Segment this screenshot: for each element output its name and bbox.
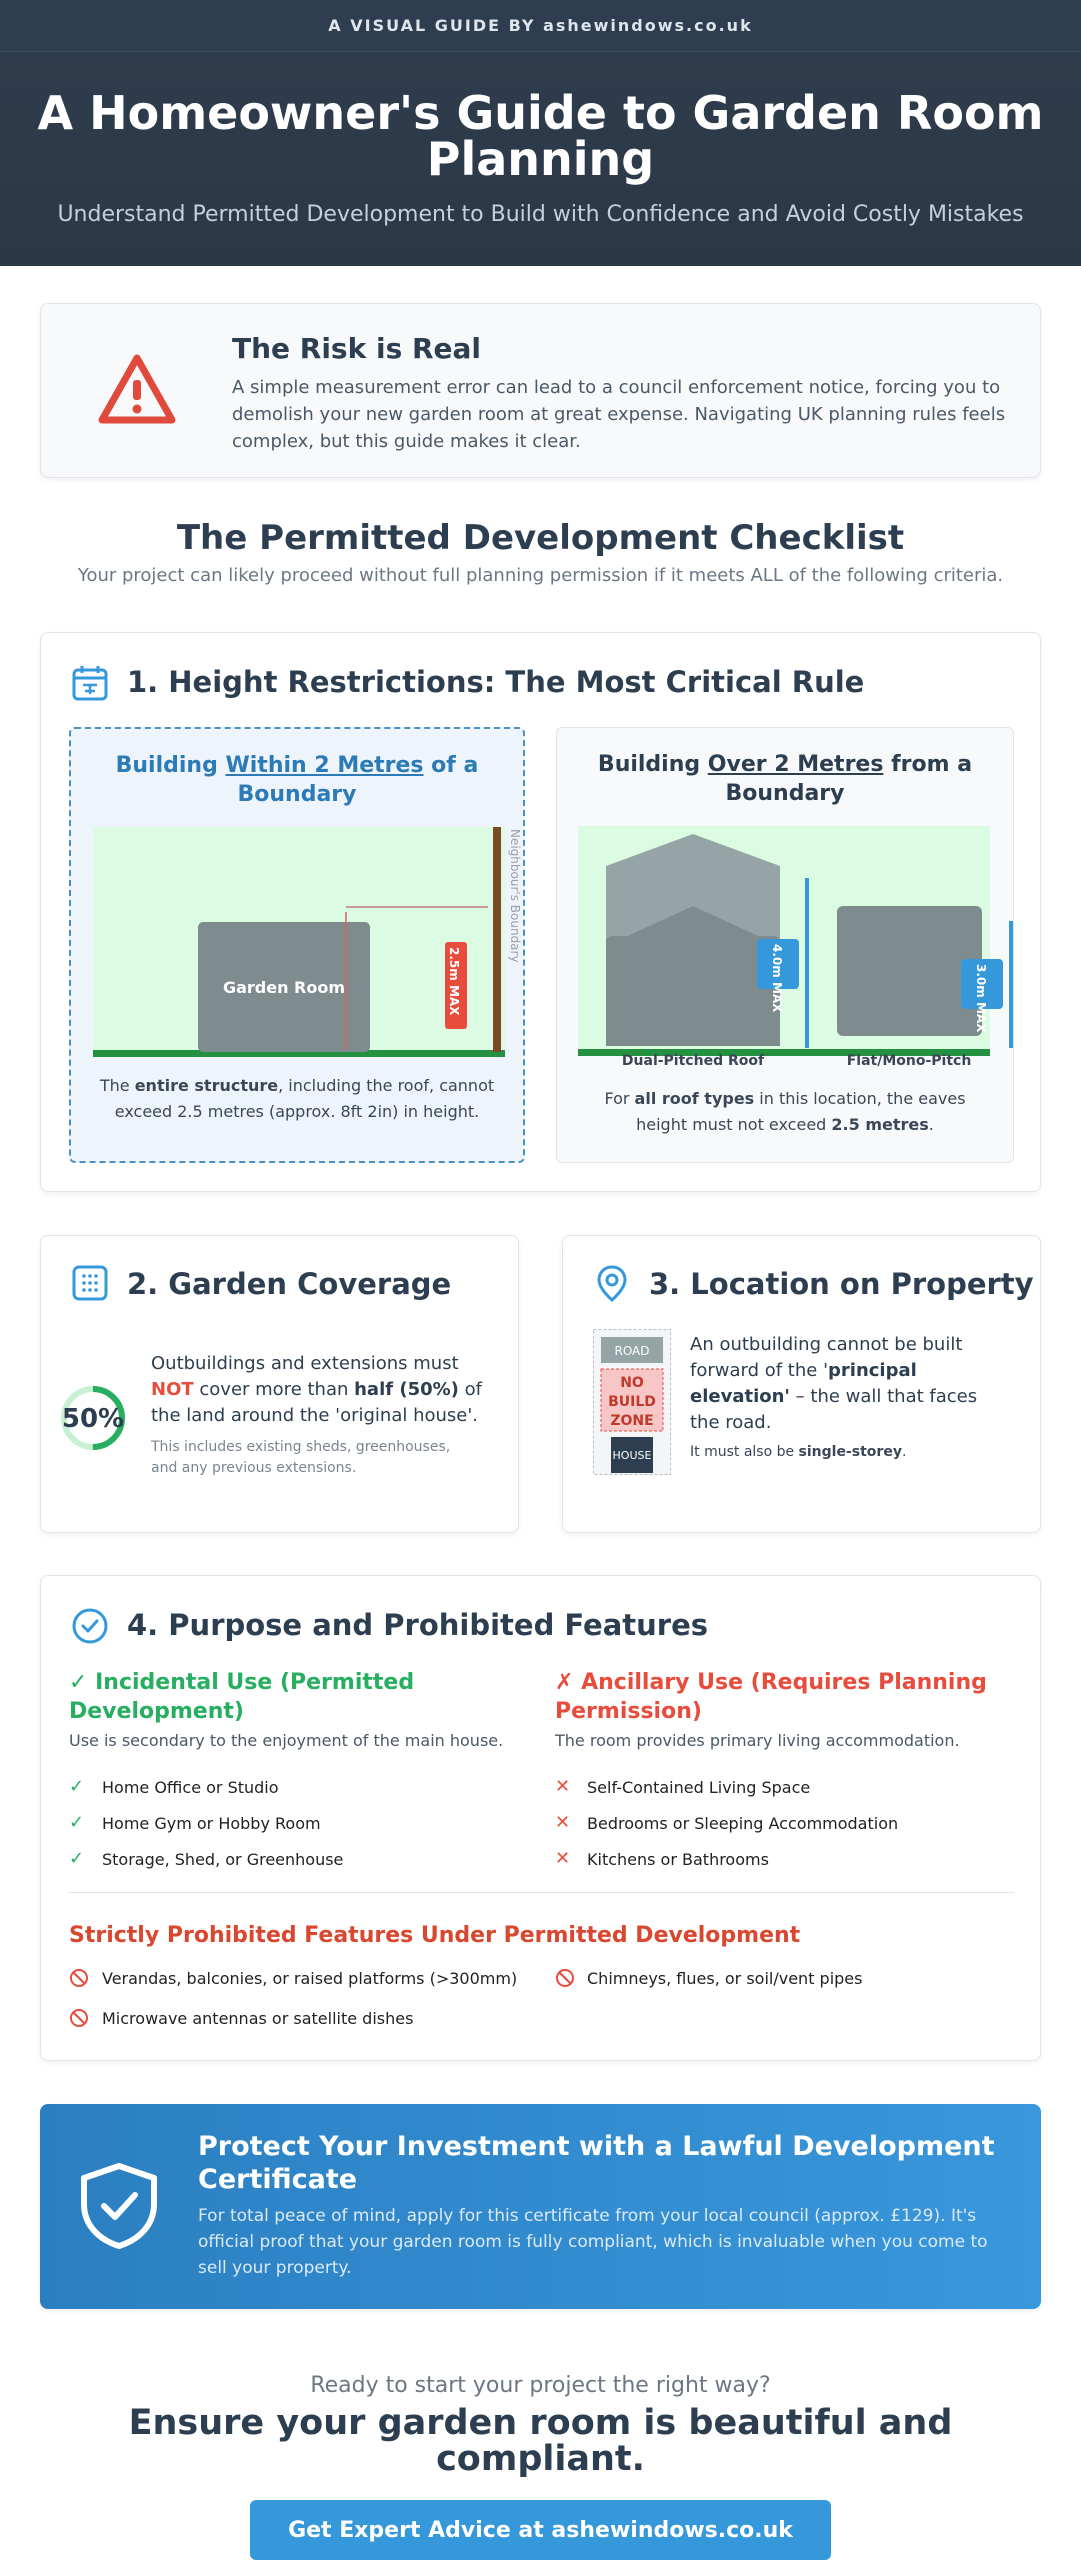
top-banner <box>0 0 1081 52</box>
over-2m-title: Building Over 2 Metres from a Boundary <box>597 752 973 806</box>
max-3m-label: 3.0m MAX <box>974 964 988 1033</box>
ban-icon <box>69 1968 89 1988</box>
no-build-label-2: BUILD <box>608 1394 656 1410</box>
hero-header <box>0 52 1081 266</box>
cta-title: Protect Your Investment with a Lawful Development Certificate <box>198 2131 995 2195</box>
cross-icon: ✕ <box>555 1812 571 1833</box>
ancillary-item: Bedrooms or Sleeping Accommodation <box>587 1814 899 1833</box>
divider <box>69 1892 1014 1893</box>
no-build-label-3: ZONE <box>610 1413 654 1429</box>
calendar-icon <box>71 664 109 702</box>
ancillary-title: ✗ Ancillary Use (Requires Planning Permission) <box>555 1670 987 1724</box>
within-2m-title: Building Within 2 Metres of a Boundary <box>115 753 479 807</box>
ancillary-desc: The room provides primary living accommodation. <box>555 1731 960 1750</box>
ancillary-item: Kitchens or Bathrooms <box>587 1850 769 1869</box>
ban-icon <box>555 1968 575 1988</box>
prohibited-item: Verandas, balconies, or raised platforms (>300mm) <box>102 1969 518 1988</box>
neighbour-boundary-label: Neighbour's Boundary <box>508 829 522 963</box>
check-circle-icon <box>71 1607 109 1645</box>
coverage-text: Outbuildings and extensions must NOT cover more than half (50%) of the land around the 'original house'. <box>151 1353 482 1426</box>
ban-icon <box>69 2008 89 2028</box>
location-title: 3. Location on Property <box>649 1267 1034 1301</box>
incidental-item: Storage, Shed, or Greenhouse <box>102 1850 344 1869</box>
page-title <box>0 86 1081 186</box>
location-text: An outbuilding cannot be built forward of the 'principal elevation' – the wall that faces the road. <box>690 1334 978 1433</box>
page-title-line1: A Homeowner's Guide to Garden Room <box>37 86 1044 140</box>
ancillary-item: Self-Contained Living Space <box>587 1778 811 1797</box>
location-note: It must also be single-storey. <box>690 1444 907 1460</box>
checklist-title: The Permitted Development Checklist <box>176 518 905 558</box>
road-label: ROAD <box>614 1344 650 1358</box>
prohibited-item: Chimneys, flues, or soil/vent pipes <box>587 1969 863 1988</box>
page-subtitle: Understand Permitted Development to Build with Confidence and Avoid Costly Mistakes <box>57 202 1024 227</box>
cross-icon: ✕ <box>555 1776 571 1797</box>
checklist-subtitle: Your project can likely proceed without full planning permission if it meets ALL of the following criteria. <box>77 565 1004 586</box>
over-2m-panel <box>556 727 1014 1163</box>
within-2m-panel <box>69 727 525 1163</box>
location-pin-icon <box>593 1264 631 1302</box>
warning-icon <box>97 352 177 428</box>
certificate-cta-card <box>40 2104 1041 2309</box>
garden-coverage-card <box>40 1235 519 1533</box>
within-2m-caption: The entire structure, including the roof, cannot exceed 2.5 metres (approx. 8ft 2in) in height. <box>99 1076 495 1121</box>
max-2-5m-label: 2.5m MAX <box>447 947 461 1016</box>
purpose-card <box>40 1575 1041 2061</box>
dual-pitched-label: Dual-Pitched Roof <box>621 1053 765 1069</box>
risk-text: A simple measurement error can lead to a council enforcement notice, forcing you to demolish your new garden room at great expense. Navigating UK planning rules feels complex, but this guide makes it clear. <box>232 377 1006 452</box>
incidental-title: ✓ Incidental Use (Permitted Development) <box>69 1670 415 1724</box>
risk-card <box>40 303 1041 478</box>
expert-advice-button[interactable]: Get Expert Advice at ashewindows.co.uk <box>250 2500 831 2560</box>
coverage-gauge <box>58 1383 128 1453</box>
top-banner-label: A VISUAL GUIDE BY ashewindows.co.uk <box>328 16 753 35</box>
cross-icon: ✕ <box>555 1848 571 1869</box>
location-diagram <box>593 1329 671 1475</box>
footer-headline: Ensure your garden room is beautiful and compliant. <box>128 2403 953 2479</box>
over-2m-caption: For all roof types in this location, the eaves height must not exceed 2.5 metres. <box>604 1089 966 1134</box>
incidental-item: Home Gym or Hobby Room <box>102 1814 321 1833</box>
height-restrictions-card <box>40 632 1041 1192</box>
location-card <box>562 1235 1041 1533</box>
within-2m-diagram <box>93 827 522 1057</box>
check-icon: ✓ <box>69 1848 85 1869</box>
garden-room-label: Garden Room <box>222 978 346 997</box>
house-label: HOUSE <box>612 1449 652 1462</box>
risk-title: The Risk is Real <box>232 332 482 365</box>
coverage-percent: 50% <box>61 1404 125 1434</box>
flat-mono-label: Flat/Mono-Pitch <box>846 1053 972 1069</box>
check-icon: ✓ <box>69 1776 85 1797</box>
footer-question: Ready to start your project the right way? <box>310 2373 771 2398</box>
incidental-desc: Use is secondary to the enjoyment of the main house. <box>69 1731 504 1750</box>
max-4m-label: 4.0m MAX <box>770 944 784 1013</box>
over-2m-diagram <box>578 826 1015 1069</box>
height-section-title: 1. Height Restrictions: The Most Critical Rule <box>127 665 865 699</box>
check-icon: ✓ <box>69 1812 85 1833</box>
purpose-title: 4. Purpose and Prohibited Features <box>127 1608 709 1642</box>
prohibited-title: Strictly Prohibited Features Under Permitted Development <box>69 1923 801 1948</box>
coverage-title: 2. Garden Coverage <box>127 1267 452 1301</box>
prohibited-item: Microwave antennas or satellite dishes <box>102 2009 414 2028</box>
cta-text: For total peace of mind, apply for this certificate from your local council (approx. £129). It's official proof that your garden room is fully compliant, which is invaluable when you come to sell your property. <box>198 2206 988 2278</box>
page-title-line2: Planning <box>426 132 655 186</box>
incidental-item: Home Office or Studio <box>102 1778 279 1797</box>
coverage-note: This includes existing sheds, greenhouses, and any previous extensions. <box>151 1439 451 1476</box>
no-build-label-1: NO <box>620 1375 644 1391</box>
grid-icon <box>71 1264 109 1302</box>
shield-check-icon <box>76 2162 162 2250</box>
